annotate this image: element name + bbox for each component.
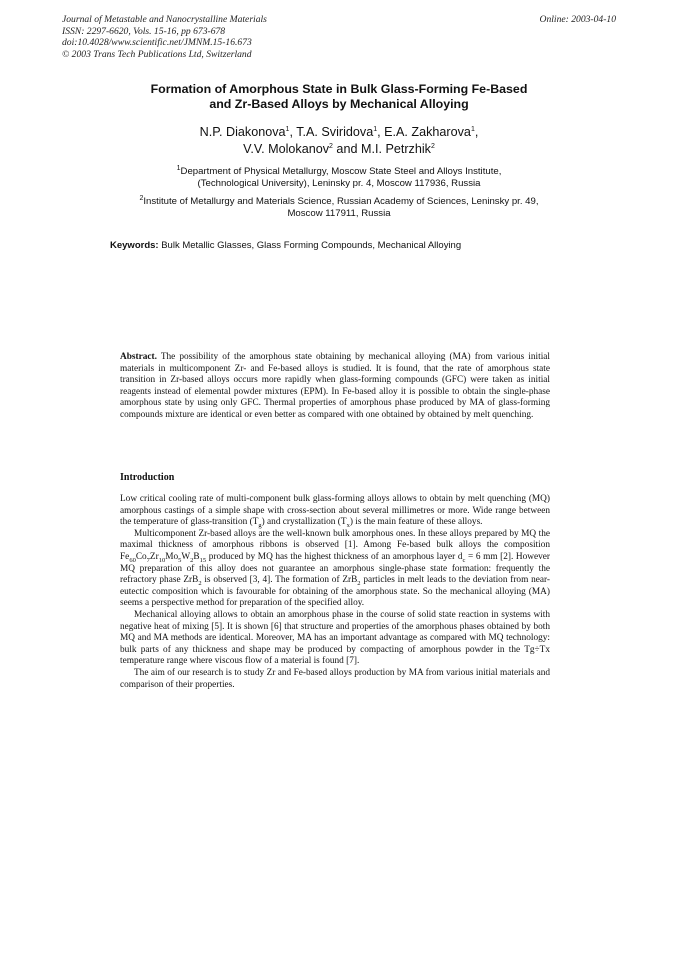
- abstract: [120, 352, 550, 422]
- subscript: x: [346, 522, 350, 530]
- affiliation-mark: 2: [139, 194, 144, 202]
- issn-line: ISSN: 2297-6620, Vols. 15-16, pp 673-678: [62, 25, 226, 37]
- copyright-line: © 2003 Trans Tech Publications Ltd, Switzerland: [62, 48, 252, 60]
- text-run: produced by MQ has the highest thickness of an amorphous layer d: [206, 551, 463, 562]
- subscript: c: [462, 556, 466, 564]
- affiliation-mark: 1: [176, 164, 181, 172]
- keywords: [110, 240, 580, 251]
- text-run: Low critical cooling rate of multi-component bulk glass-forming alloys allows to obtain by melt quenching (MQ) amorphous castings of a simple shape with cross-section about several millimetres or more. Wide range between the temperature of glass-transition (T: [120, 494, 550, 528]
- subscript: 15: [199, 556, 207, 564]
- affiliation-1-line-1: [100, 166, 578, 178]
- author-affiliation-mark: 2: [430, 142, 435, 150]
- subscript: 2: [190, 556, 194, 564]
- author-separator: ,: [377, 125, 385, 139]
- formula-element: Zr: [149, 551, 159, 562]
- author-affiliation-mark: 1: [373, 125, 378, 133]
- abstract-text: The possibility of the amorphous state obtaining by mechanical alloying (MA) from various initial materials in multicomponent Zr- and Fe-based alloys is studied. It is found, that the rate of amorphous state transition in Zr-based alloys occurs more rapidly when glass-forming compounds (GFC) were taken as initial reagents instead of elemental powder mixtures (EPM). In Fe-based alloy it is possible to obtain the single-phase amorphous state by using only GFC. Thermal properties of amorphous phase produced by MA of glass-forming compounds mixture are identical or even better as compared with one obtained by obtained by melt quenching.: [120, 352, 551, 420]
- author-affiliation-mark: 1: [285, 125, 290, 133]
- subscript: 2: [198, 580, 202, 588]
- title-line-2: and Zr-Based Alloys by Mechanical Alloying: [209, 97, 469, 111]
- subscript: 10: [158, 556, 166, 564]
- subscript: 5: [178, 556, 182, 564]
- section-heading-introduction: Introduction: [120, 472, 175, 483]
- subscript: 7: [146, 556, 150, 564]
- text-run: is observed [3, 4]. The formation of ZrB: [201, 575, 358, 586]
- abstract-label: Abstract.: [120, 352, 157, 362]
- intro-paragraph-4: The aim of our research is to study Zr and Fe-based alloys production by MA from various initial materials and comparison of their properties.: [120, 667, 550, 690]
- subscript: g: [258, 522, 262, 530]
- introduction-body: [120, 494, 550, 691]
- affiliation-text: Department of Physical Metallurgy, Moscow State Steel and Alloys Institute,: [180, 166, 502, 177]
- author-name: E.A. Zakharova: [384, 125, 471, 139]
- online-date: Online: 2003-04-10: [539, 14, 616, 25]
- author-line-1: [100, 124, 578, 141]
- formula-element: B: [193, 551, 200, 562]
- author-name: V.V. Molokanov: [243, 142, 330, 156]
- formula-element: Mo: [165, 551, 179, 562]
- keywords-label: Keywords:: [110, 240, 159, 251]
- author-separator: ,: [289, 125, 297, 139]
- title-line-1: Formation of Amorphous State in Bulk Glass-Forming Fe-Based: [150, 82, 528, 96]
- doi-line[interactable]: doi:10.4028/www.scientific.net/JMNM.15-16.673: [62, 37, 252, 49]
- author-name: T.A. Sviridova: [296, 125, 374, 139]
- keywords-text: Bulk Metallic Glasses, Glass Forming Compounds, Mechanical Alloying: [161, 240, 462, 251]
- author-name: M.I. Petrzhik: [360, 142, 431, 156]
- author-name: N.P. Diakonova: [199, 125, 286, 139]
- formula-element: Co: [135, 551, 147, 562]
- text-run: ) and crystallization (T: [261, 517, 347, 528]
- intro-paragraph-2: [120, 529, 550, 610]
- subscript: 60: [129, 556, 136, 564]
- affiliation-2: [100, 196, 578, 221]
- author-conjunction: and: [332, 142, 361, 156]
- affiliation-1-line-2: (Technological University), Leninsky pr. 4, Moscow 117936, Russia: [197, 178, 481, 190]
- intro-paragraph-1: [120, 494, 550, 529]
- text-run: particles in melt leads to the deviation from near-eutectic composition which is favourable for obtaining of the amorphous state. So the mechanical alloying (MA) seems a perspective method for preparation of the specified alloy.: [120, 575, 550, 609]
- paper-title: [100, 82, 578, 112]
- journal-header: [62, 14, 622, 60]
- text-run: Multicomponent Zr-based alloys are the well-known bulk amorphous ones. In these alloys prepared by MQ the maximal thickness of amorphous ribbons is observed [1]. Among Fe-based bulk alloys the composition Fe: [120, 528, 550, 562]
- journal-name: Journal of Metastable and Nanocrystalline Materials: [62, 14, 267, 25]
- author-line-2: [100, 141, 578, 158]
- author-list: [100, 124, 578, 158]
- author-affiliation-mark: 1: [470, 125, 475, 133]
- author-separator: ,: [474, 125, 479, 139]
- subscript: 2: [357, 580, 361, 588]
- author-affiliation-mark: 2: [329, 142, 333, 150]
- text-run: = 6 mm [2]. However MQ preparation of this alloy does not guarantee an amorphous single-phase state formation: frequently the refractory phase ZrB: [120, 551, 551, 586]
- affiliation-2-line-2: Moscow 117911, Russia: [287, 208, 391, 220]
- affiliation-1: [100, 166, 578, 191]
- affiliation-text: Institute of Metallurgy and Materials Science, Russian Academy of Sciences, Leninsky pr. 49,: [143, 196, 539, 207]
- affiliation-2-line-1: [100, 196, 578, 208]
- text-run: ) is the main feature of these alloys.: [349, 517, 483, 528]
- formula-element: W: [181, 551, 191, 562]
- intro-paragraph-3: Mechanical alloying allows to obtain an amorphous phase in the course of solid state reaction in systems with negative heat of mixing [5]. It is shown [6] that structure and properties of the amorphous phases obtained by both MQ and MA methods are identical. Moreover, MA has an important advantage as compared with MQ technology: bulk parts of any thickness and shape may be produced by compacting of amorphous powder in the Tg÷Tx temperature range where viscous flow of a material is found [7].: [120, 609, 550, 667]
